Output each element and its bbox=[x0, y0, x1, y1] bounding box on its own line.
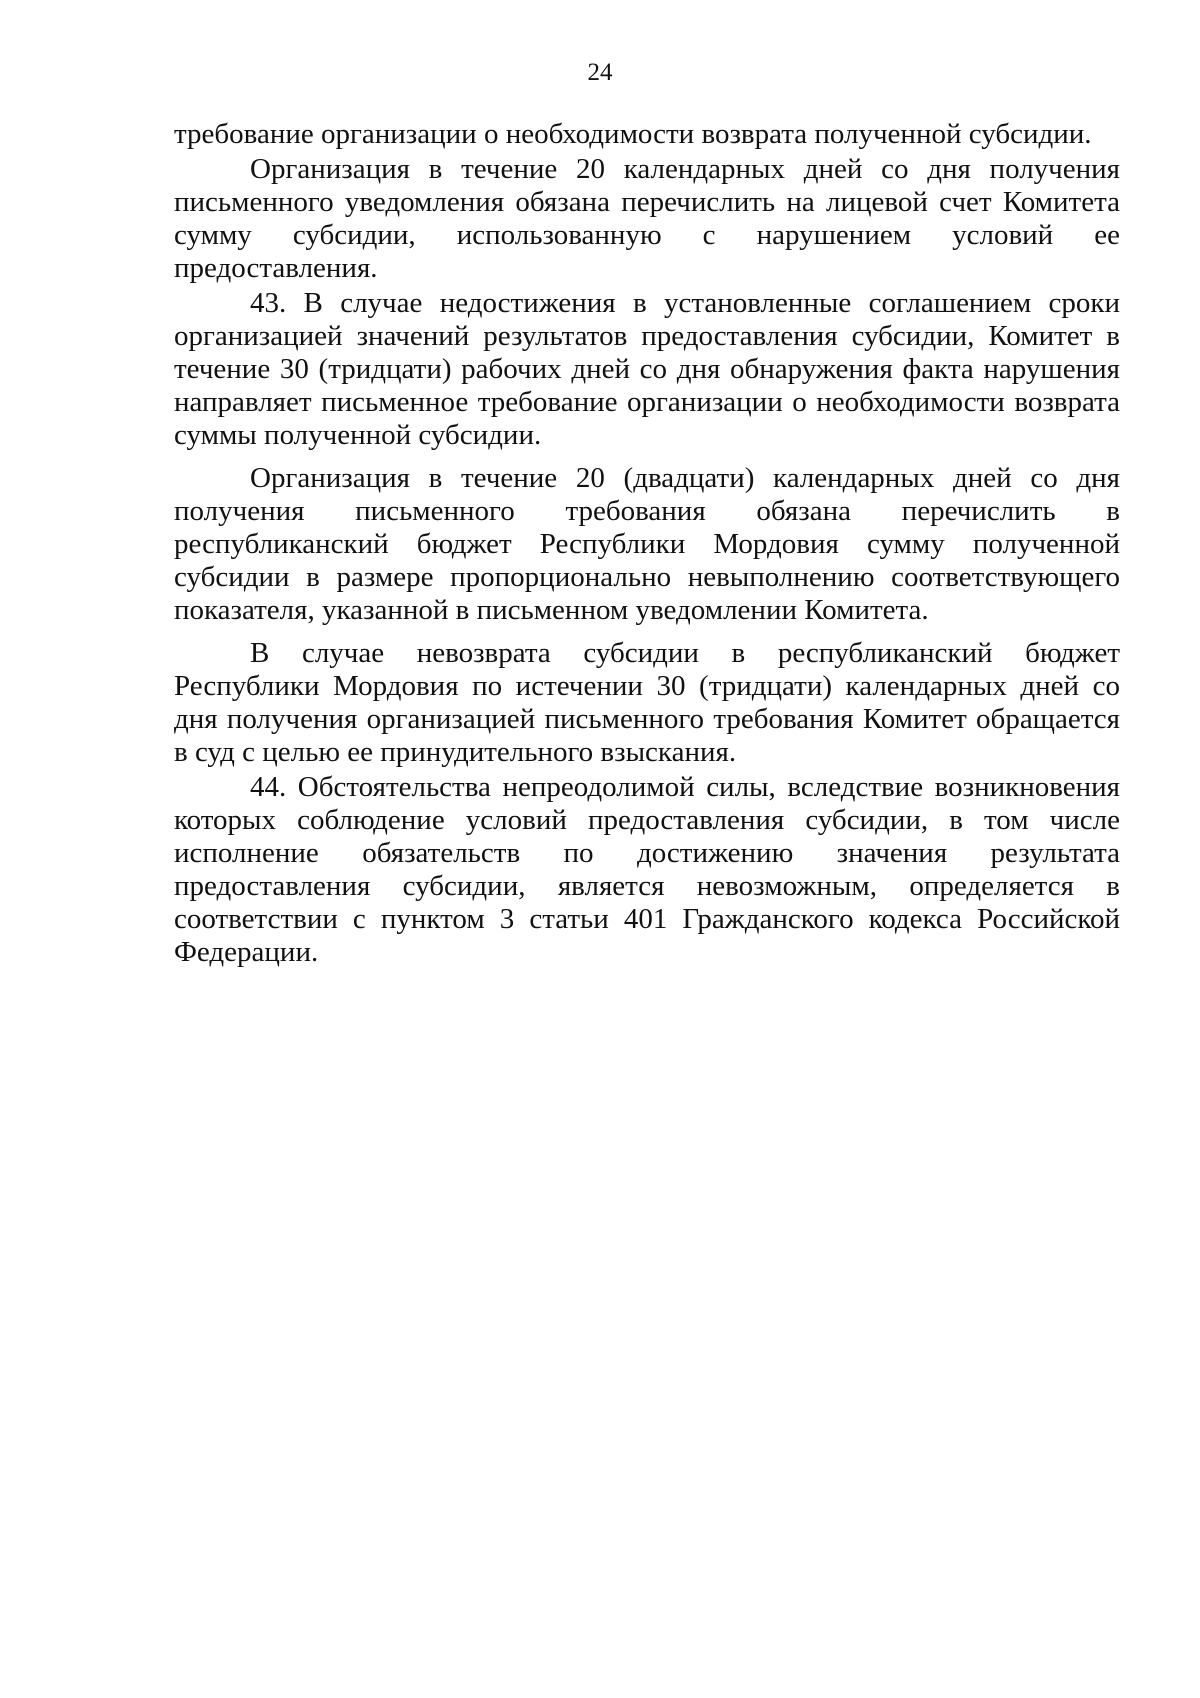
document-body bbox=[174, 118, 1120, 971]
paragraph-43: 43. В случае недостижения в установленные соглашением сроки организацией значений результатов предоставления субсидии, Комитет в течение 30 (тридцати) рабочих дней со дня обнаружения факта нарушения направляет письменное требование организации о необходимости возврата суммы полученной субсидии. bbox=[174, 287, 1120, 451]
page-number: 24 bbox=[587, 59, 613, 86]
paragraph-continuation: требование организации о необходимости возврата полученной субсидии. bbox=[174, 118, 1092, 150]
paragraph-non-return: В случае невозврата субсидии в республиканский бюджет Республики Мордовия по истечении 30 (тридцати) календарных дней со дня получения организацией письменного требования Комитет обращается в суд с целью ее принудительного взыскания. bbox=[174, 637, 1120, 768]
paragraph-44: 44. Обстоятельства непреодолимой силы, вследствие возникновения которых соблюдение условий предоставления субсидии, в том числе исполнение обязательств по достижению значения результата предоставления субсидии, является невозможным, определяется в соответствии с пунктом 3 статьи 401 Гражданского кодекса Российской Федерации. bbox=[174, 771, 1120, 968]
paragraph-organization-notice: Организация в течение 20 календарных дней со дня получения письменного уведомления обязана перечислить на лицевой счет Комитета сумму субсидии, использованную с нарушением условий ее предоставления. bbox=[174, 153, 1120, 284]
paragraph-organization-requirement: Организация в течение 20 (двадцати) календарных дней со дня получения письменного требования обязана перечислить в республиканский бюджет Республики Мордовия сумму полученной субсидии в размере пропорционально невыполнению соответствующего показателя, указанной в письменном уведомлении Комитета. bbox=[174, 462, 1120, 626]
